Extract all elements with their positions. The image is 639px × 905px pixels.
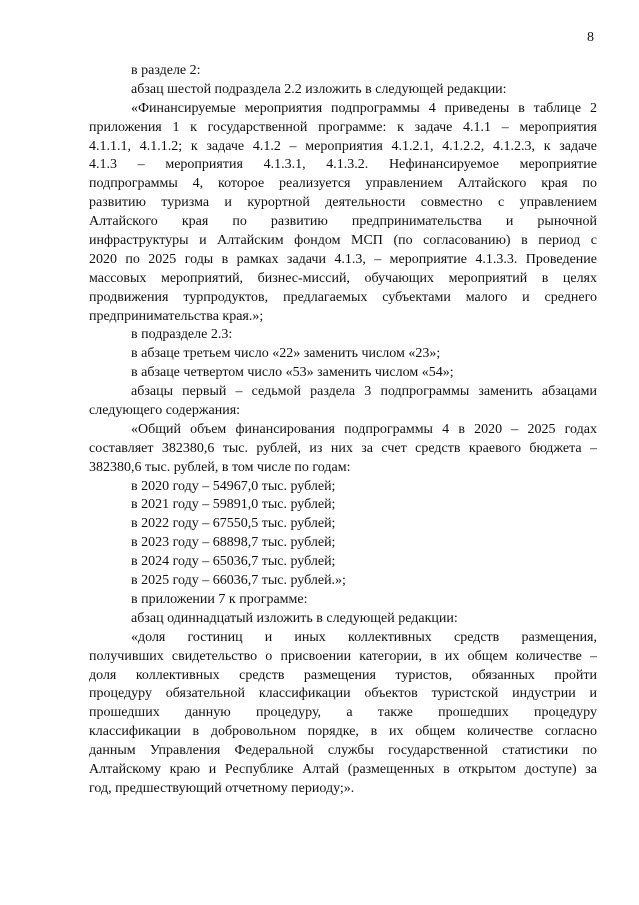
text-line: предпринимательства края.»; bbox=[89, 308, 264, 324]
text-line: Алтайского края по развитию предпринимательства и рыночной bbox=[89, 214, 597, 230]
text-line: в абзаце четвертом число «53» заменить числом «54»; bbox=[131, 365, 454, 381]
text-line: в 2024 году – 65036,7 тыс. рублей; bbox=[131, 554, 336, 570]
text-line: доля коллективных средств размещения туристов, обязанных пройти bbox=[89, 667, 597, 683]
text-line: процедуру обязательной классификации объектов туристской индустрии и bbox=[89, 686, 597, 702]
text-line: в 2023 году – 68898,7 тыс. рублей; bbox=[131, 535, 336, 551]
text-line: получивших свидетельство о присвоении категории, в их общем количестве – bbox=[89, 648, 597, 664]
text-line: в 2025 году – 66036,7 тыс. рублей.»; bbox=[131, 573, 346, 589]
text-line: в 2022 году – 67550,5 тыс. рублей; bbox=[131, 516, 336, 532]
text-line: прошедших данную процедуру, а также прошедших процедуру bbox=[89, 705, 597, 721]
text-line: Алтайскому краю и Республике Алтай (размещенных в открытом доступе) за bbox=[89, 761, 597, 777]
page-number: 8 bbox=[587, 30, 594, 45]
text-line: классификации в добровольном порядке, в их общем количестве согласно bbox=[89, 724, 597, 740]
text-line: 382380,6 тыс. рублей, в том числе по годам: bbox=[89, 459, 351, 475]
text-line: данным Управления Федеральной службы государственной статистики по bbox=[89, 743, 597, 759]
text-line: абзац шестой подраздела 2.2 изложить в следующей редакции: bbox=[131, 81, 507, 97]
text-line: следующего содержания: bbox=[89, 403, 241, 419]
text-line: в абзаце третьем число «22» заменить числом «23»; bbox=[131, 346, 441, 362]
text-line: подпрограммы 4, которое реализуется управлением Алтайского края по bbox=[89, 176, 597, 192]
text-line: 4.1.1.1, 4.1.1.2; к задаче 4.1.2 – мероприятия 4.1.2.1, 4.1.2.2, 4.1.2.3, к задаче bbox=[89, 138, 597, 154]
text-line: абзацы первый – седьмой раздела 3 подпрограммы заменить абзацами bbox=[131, 384, 597, 400]
document-body bbox=[89, 62, 597, 799]
text-line: составляет 382380,6 тыс. рублей, из них за счет средств краевого бюджета – bbox=[89, 440, 597, 456]
text-line: «доля гостиниц и иных коллективных средств размещения, bbox=[131, 629, 597, 645]
text-line: 4.1.3 – мероприятия 4.1.3.1, 4.1.3.2. Нефинансируемое мероприятие bbox=[89, 157, 597, 173]
text-line: в приложении 7 к программе: bbox=[131, 591, 308, 607]
text-line: продвижения турпродуктов, предлагаемых субъектами малого и среднего bbox=[89, 289, 597, 305]
text-line: массовых мероприятий, бизнес-миссий, обучающих мероприятий в целях bbox=[89, 270, 597, 286]
text-line: инфраструктуры и Алтайским фондом МСП (по согласованию) в период с bbox=[89, 233, 597, 249]
text-line: 2020 по 2025 годы в рамках задачи 4.1.3, – мероприятие 4.1.3.3. Проведение bbox=[89, 251, 597, 267]
text-line: год, предшествующий отчетному периоду;». bbox=[89, 780, 355, 796]
text-line: в 2021 году – 59891,0 тыс. рублей; bbox=[131, 497, 336, 513]
text-line: «Финансируемые мероприятия подпрограммы 4 приведены в таблице 2 bbox=[131, 100, 597, 116]
text-line: абзац одиннадцатый изложить в следующей редакции: bbox=[131, 610, 458, 626]
text-line: в подразделе 2.3: bbox=[131, 327, 233, 343]
text-line: в 2020 году – 54967,0 тыс. рублей; bbox=[131, 478, 336, 494]
text-line: «Общий объем финансирования подпрограммы 4 в 2020 – 2025 годах bbox=[131, 421, 597, 437]
text-line: в разделе 2: bbox=[131, 63, 201, 78]
text-line: развитию туризма и курортной деятельности совместно с управлением bbox=[89, 195, 597, 211]
text-line: приложения 1 к государственной программе: к задаче 4.1.1 – мероприятия bbox=[89, 119, 597, 135]
